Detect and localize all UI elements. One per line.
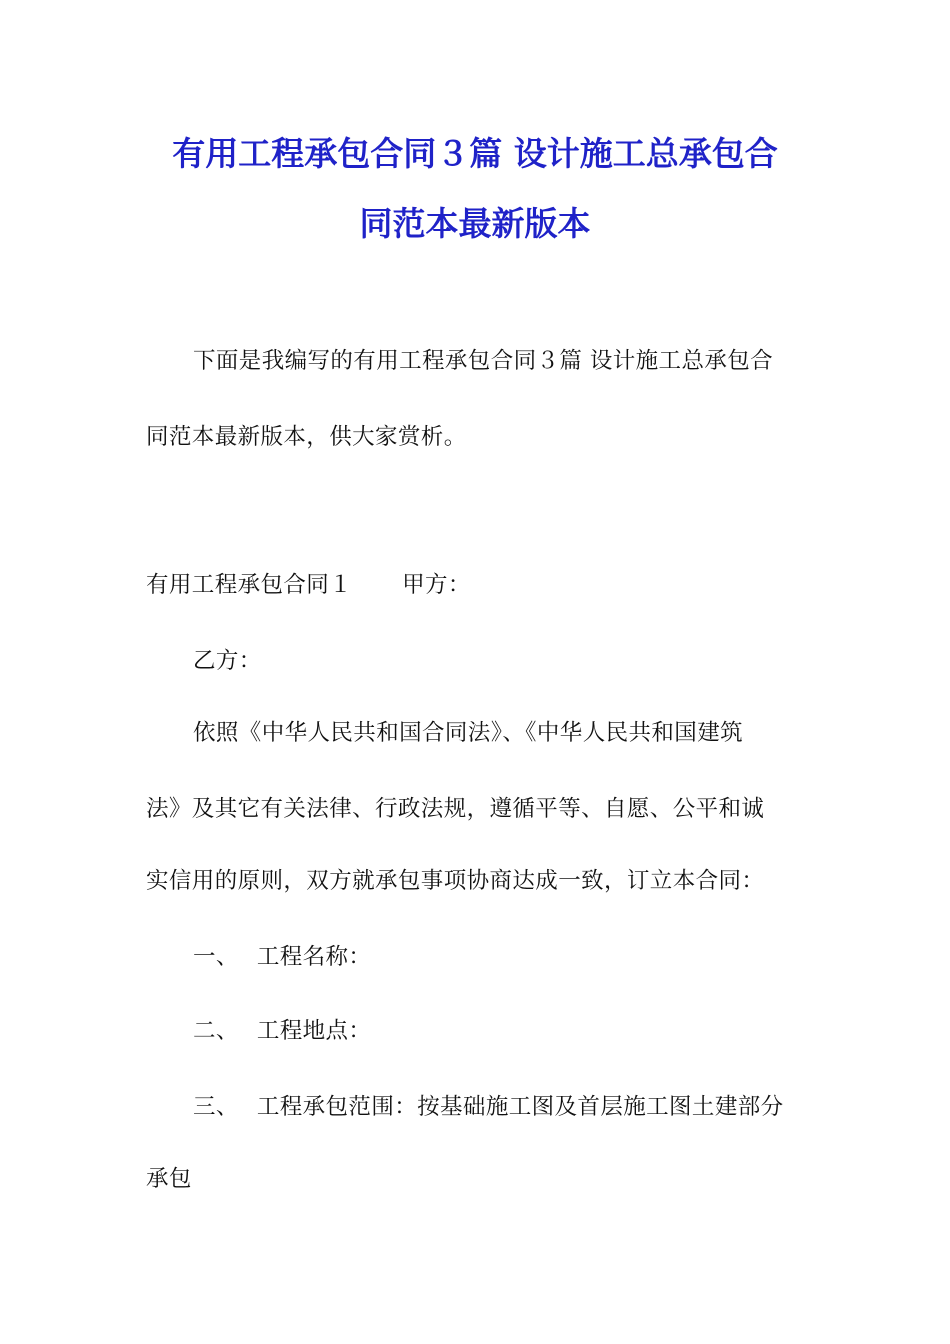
clause-item-3-continuation: 承包 [146,1166,192,1192]
intro-line-1: 下面是我编写的有用工程承包合同３篇 设计施工总承包合 [193,348,774,374]
clause-number: 一、 [193,944,239,970]
clause-item-3 [193,1092,784,1122]
party-a-label: 甲方： [402,572,471,598]
contract-heading: 有用工程承包合同１ [146,572,353,598]
document-title-line-1: 有用工程承包合同３篇 设计施工总承包合 [172,134,778,173]
clause-number: 三、 [193,1094,239,1120]
party-b-label: 乙方： [193,648,262,674]
clause-text: 工程地点： [256,1018,372,1044]
basis-line-2: 法》及其它有关法律、行政法规，遵循平等、自愿、公平和诚 [146,796,765,822]
basis-line-1: 依照《中华人民共和国合同法》、《中华人民共和国建筑 [193,720,744,746]
clause-text: 工程承包范围：按基础施工图及首层施工图土建部分 [256,1094,784,1120]
clause-text: 工程名称： [256,944,372,970]
document-title-line-2: 同范本最新版本 [359,204,591,243]
intro-line-2: 同范本最新版本，供大家赏析。 [146,424,467,450]
basis-line-3: 实信用的原则，双方就承包事项协商达成一致，订立本合同： [146,868,765,894]
contract-heading-row [146,570,471,600]
clause-item-1 [193,942,371,972]
clause-item-2 [193,1016,371,1046]
clause-number: 二、 [193,1018,239,1044]
